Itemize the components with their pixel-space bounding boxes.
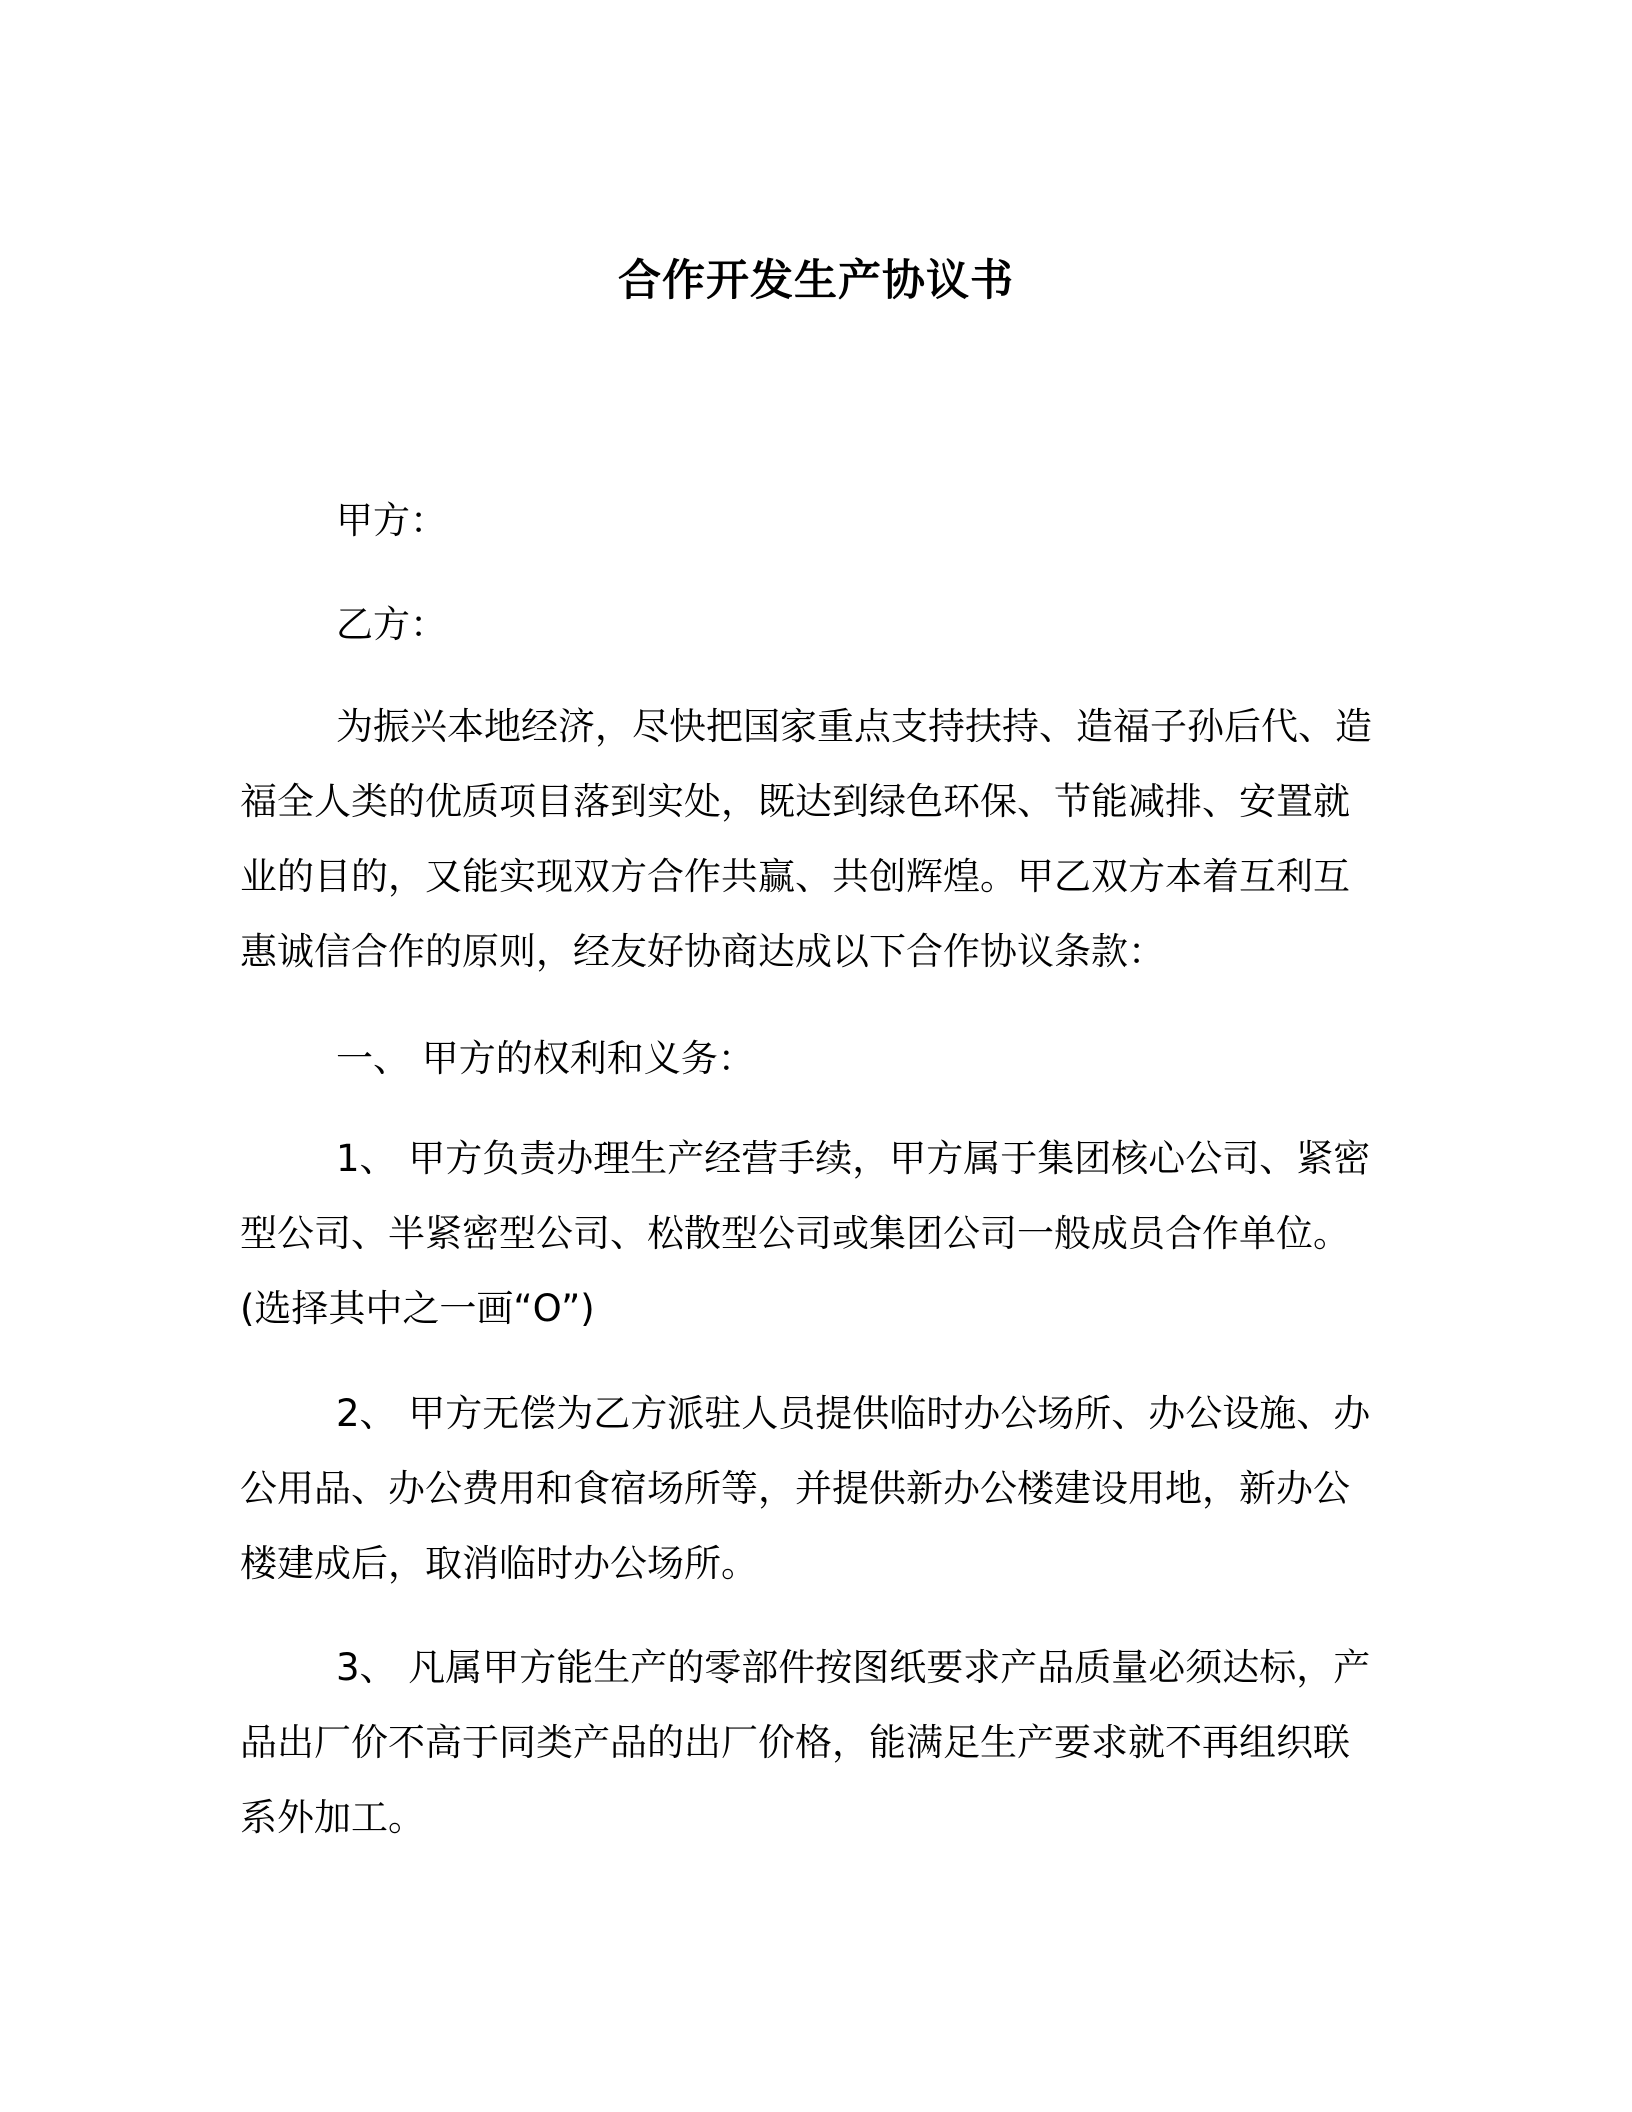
paragraph-line: 惠诚信合作的原则，经友好协商达成以下合作协议条款： (240, 930, 1165, 973)
section-heading: 一、 甲方的权利和义务： (336, 1037, 755, 1080)
party-a-label: 甲方： (336, 499, 447, 542)
paragraph-line: 2、 甲方无偿为乙方派驻人员提供临时办公场所、办公设施、办 (336, 1392, 1371, 1435)
paragraph-line: 系外加工。 (240, 1796, 425, 1839)
paragraph-line: 品出厂价不高于同类产品的出厂价格，能满足生产要求就不再组织联 (240, 1721, 1350, 1764)
party-b-label: 乙方： (336, 603, 447, 646)
paragraph-line: 型公司、半紧密型公司、松散型公司或集团公司一般成员合作单位。 (240, 1212, 1350, 1255)
paragraph-line: 福全人类的优质项目落到实处，既达到绿色环保、节能减排、安置就 (240, 780, 1350, 823)
paragraph-line: 3、 凡属甲方能生产的零部件按图纸要求产品质量必须达标，产 (336, 1646, 1371, 1689)
document-title: 合作开发生产协议书 (618, 255, 1014, 306)
paragraph-line: 为振兴本地经济，尽快把国家重点支持扶持、造福子孙后代、造 (336, 705, 1372, 748)
paragraph-line: 楼建成后，取消临时办公场所。 (240, 1542, 758, 1585)
paragraph-line: 1、 甲方负责办理生产经营手续，甲方属于集团核心公司、紧密 (336, 1137, 1371, 1180)
paragraph-line: 公用品、办公费用和食宿场所等，并提供新办公楼建设用地，新办公 (240, 1467, 1350, 1510)
paragraph-line: (选择其中之一画“O”) (240, 1287, 595, 1330)
paragraph-line: 业的目的，又能实现双方合作共赢、共创辉煌。甲乙双方本着互利互 (240, 855, 1350, 898)
